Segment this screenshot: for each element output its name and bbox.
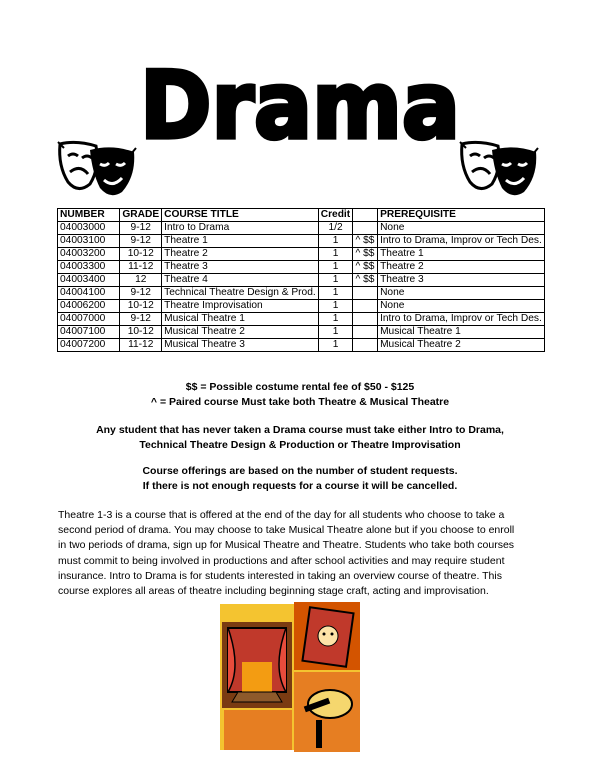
column-header-grade: GRADE [120,209,162,222]
course-grade: 12 [120,274,162,287]
course-prerequisite: Musical Theatre 1 [378,326,545,339]
course-flags [353,339,378,352]
table-row [58,261,545,274]
table-row [58,274,545,287]
course-title: Theatre 3 [162,261,319,274]
course-number: 04007200 [58,339,120,352]
course-title: Technical Theatre Design & Prod. [162,287,319,300]
course-flags: ^ $$ [353,248,378,261]
course-credit: 1 [318,339,353,352]
table-header-row [58,209,545,222]
course-grade: 10-12 [120,300,162,313]
table-row [58,287,545,300]
course-credit: 1 [318,313,353,326]
theatre-stage-clipart [220,602,360,752]
course-description [58,508,548,599]
description-line: must commit to being involved in productions and after school activities and may require student [58,554,505,567]
course-flags: ^ $$ [353,235,378,248]
course-table-body [58,222,545,352]
course-table [57,208,545,352]
course-flags [353,313,378,326]
course-title: Theatre Improvisation [162,300,319,313]
course-flags: ^ $$ [353,274,378,287]
table-row [58,235,545,248]
course-title: Musical Theatre 2 [162,326,319,339]
course-prerequisite: Intro to Drama, Improv or Tech Des. [378,235,545,248]
course-credit: 1 [318,326,353,339]
table-row [58,339,545,352]
course-credit: 1 [318,248,353,261]
course-flags [353,287,378,300]
course-number: 04003300 [58,261,120,274]
table-row [58,313,545,326]
table-row [58,326,545,339]
course-prerequisite: None [378,287,545,300]
course-prerequisite: None [378,222,545,235]
course-number: 04007100 [58,326,120,339]
course-credit: 1/2 [318,222,353,235]
course-number: 04003400 [58,274,120,287]
table-row [58,222,545,235]
table-row [58,300,545,313]
description-line: second period of drama. You may choose to take Musical Theatre alone but if you choose to enroll [58,524,515,537]
offering-line-2: If there is not enough requests for a course it will be cancelled. [142,480,458,492]
course-prerequisite: Intro to Drama, Improv or Tech Des. [378,313,545,326]
column-header-course-title: COURSE TITLE [162,209,319,222]
column-header-number: NUMBER [58,209,120,222]
course-number: 04003200 [58,248,120,261]
course-grade: 11-12 [120,339,162,352]
legend-costume-fee: $$ = Possible costume rental fee of $50 - $125 [185,381,415,393]
offering-note [60,464,540,494]
course-prerequisite: Theatre 1 [378,248,545,261]
column-header-prerequisite: PREREQUISITE [378,209,545,222]
requirement-note [60,423,540,453]
course-credit: 1 [318,235,353,248]
course-number: 04003100 [58,235,120,248]
course-flags [353,222,378,235]
course-number: 04006200 [58,300,120,313]
description-line: Theatre 1-3 is a course that is offered at the end of the day for all students who choose to take a [58,509,505,521]
course-flags: ^ $$ [353,261,378,274]
course-grade: 9-12 [120,287,162,300]
page-title [135,45,465,155]
course-credit: 1 [318,261,353,274]
course-grade: 10-12 [120,248,162,261]
requirement-line-1: Any student that has never taken a Drama course must take either Intro to Drama, [96,424,504,436]
course-grade: 11-12 [120,261,162,274]
course-prerequisite: None [378,300,545,313]
requirement-line-2: Technical Theatre Design & Production or Theatre Improvisation [139,439,461,451]
course-title: Musical Theatre 1 [162,313,319,326]
course-title: Theatre 4 [162,274,319,287]
column-header-flags [353,209,378,222]
course-prerequisite: Theatre 2 [378,261,545,274]
course-number: 04004100 [58,287,120,300]
page-title-text: Drama [140,52,460,155]
legend-paired-course: ^ = Paired course Must take both Theatre & Musical Theatre [150,396,450,408]
course-credit: 1 [318,287,353,300]
course-credit: 1 [318,300,353,313]
course-title: Intro to Drama [162,222,319,235]
course-credit: 1 [318,274,353,287]
course-number: 04003000 [58,222,120,235]
course-prerequisite: Theatre 3 [378,274,545,287]
course-prerequisite: Musical Theatre 2 [378,339,545,352]
course-grade: 9-12 [120,235,162,248]
table-row [58,248,545,261]
description-line: course explores all areas of theatre including beginning stage craft, acting and improvisation. [58,585,489,598]
comedy-tragedy-masks-icon [56,138,138,200]
course-flags [353,326,378,339]
description-line: in two periods of drama, sign up for Musical Theatre and Theatre. Students who take both courses [58,539,515,552]
course-title: Theatre 2 [162,248,319,261]
comedy-tragedy-masks-icon [458,138,540,200]
course-grade: 9-12 [120,313,162,326]
course-grade: 9-12 [120,222,162,235]
offering-line-1: Course offerings are based on the number of student requests. [142,465,458,477]
description-line: insurance. Intro to Drama is for students interested in taking an overview course of theatre. This [58,569,502,582]
course-number: 04007000 [58,313,120,326]
course-grade: 10-12 [120,326,162,339]
course-title: Theatre 1 [162,235,319,248]
course-title: Musical Theatre 3 [162,339,319,352]
legend-notes [60,380,540,410]
column-header-credit: Credit [318,209,353,222]
course-flags [353,300,378,313]
